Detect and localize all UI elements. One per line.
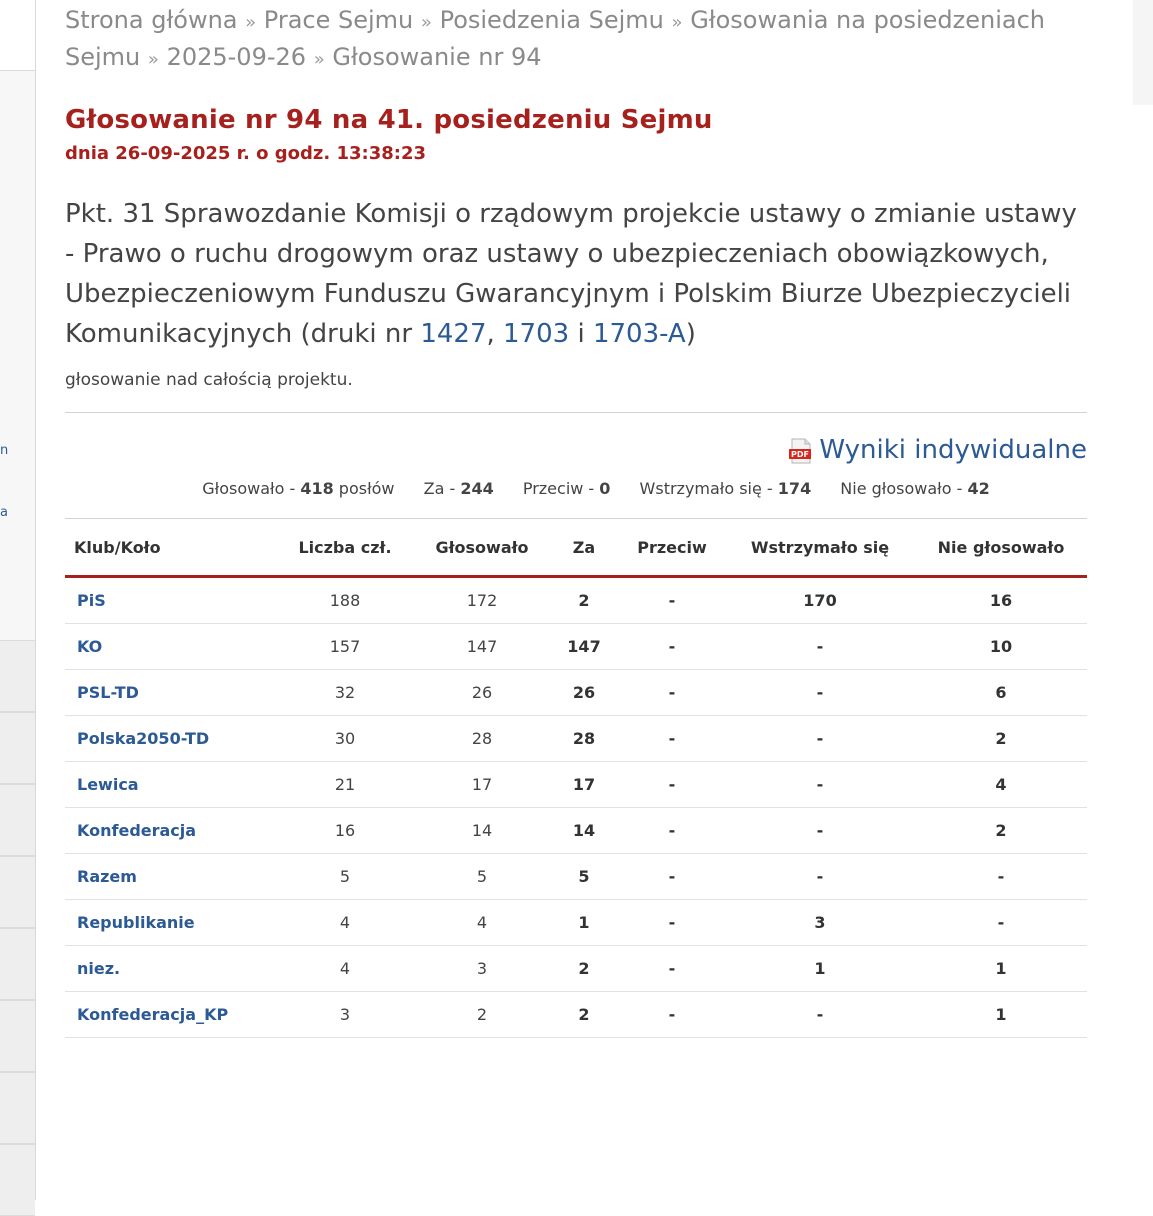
cell-absent: 1 bbox=[915, 992, 1087, 1038]
cell-abstain: - bbox=[725, 762, 915, 808]
summary-for-label: Za - bbox=[423, 479, 461, 498]
cell-for: 26 bbox=[549, 670, 619, 716]
cell-members: 4 bbox=[275, 946, 415, 992]
cell-abstain: - bbox=[725, 854, 915, 900]
table-row bbox=[65, 946, 1087, 992]
cell-club[interactable]: Konfederacja bbox=[65, 808, 275, 854]
summary-absent-value: 42 bbox=[967, 479, 990, 498]
pdf-icon bbox=[789, 438, 813, 464]
vote-note: głosowanie nad całością projektu. bbox=[65, 370, 353, 390]
description-text: Pkt. 31 Sprawozdanie Komisji o rządowym projekcie ustawy o zmianie ustawy - Prawo o ruchu drogowym oraz ustawy o ubezpieczeniach obowiązkowych, Ubezpieczeniowym Funduszu Gwarancyjnym i Polskim Biurze Ubezpieczycieli Komunikacyjnych (druki nr bbox=[65, 199, 1077, 349]
sidebar-item[interactable] bbox=[0, 1144, 35, 1216]
cell-voted: 28 bbox=[415, 716, 549, 762]
cell-abstain: - bbox=[725, 670, 915, 716]
cell-club[interactable]: niez. bbox=[65, 946, 275, 992]
cell-for: 28 bbox=[549, 716, 619, 762]
cell-against: - bbox=[619, 946, 725, 992]
col-header-for: Za bbox=[549, 519, 619, 578]
cell-against: - bbox=[619, 854, 725, 900]
cell-club[interactable]: Republikanie bbox=[65, 900, 275, 946]
cell-for: 2 bbox=[549, 992, 619, 1038]
cell-voted: 172 bbox=[415, 578, 549, 624]
sidebar-item[interactable] bbox=[0, 640, 35, 712]
cell-abstain: 1 bbox=[725, 946, 915, 992]
cell-voted: 26 bbox=[415, 670, 549, 716]
cell-abstain: 170 bbox=[725, 578, 915, 624]
table-row bbox=[65, 670, 1087, 716]
cell-members: 32 bbox=[275, 670, 415, 716]
cell-against: - bbox=[619, 670, 725, 716]
breadcrumb-item[interactable]: 2025-09-26 bbox=[166, 43, 307, 71]
summary-against-label: Przeciw - bbox=[522, 479, 600, 498]
cell-members: 21 bbox=[275, 762, 415, 808]
cell-against: - bbox=[619, 716, 725, 762]
table-row bbox=[65, 762, 1087, 808]
cell-against: - bbox=[619, 900, 725, 946]
breadcrumb bbox=[65, 3, 1087, 77]
breadcrumb-separator: » bbox=[147, 49, 159, 70]
breadcrumb-separator: » bbox=[313, 49, 325, 70]
table-row bbox=[65, 578, 1087, 624]
sidebar-fragment[interactable]: a bbox=[0, 505, 8, 520]
sidebar-item[interactable] bbox=[0, 712, 35, 784]
cell-club[interactable]: Polska2050-TD bbox=[65, 716, 275, 762]
cell-abstain: - bbox=[725, 992, 915, 1038]
sidebar-item[interactable] bbox=[0, 856, 35, 928]
col-header-voted: Głosowało bbox=[415, 519, 549, 578]
table-body bbox=[65, 578, 1087, 1038]
breadcrumb-separator: » bbox=[420, 12, 432, 33]
summary-against-value: 0 bbox=[599, 479, 611, 498]
cell-club[interactable]: Konfederacja_KP bbox=[65, 992, 275, 1038]
sidebar-fragment[interactable]: n bbox=[0, 443, 9, 458]
cell-abstain: - bbox=[725, 624, 915, 670]
cell-for: 147 bbox=[549, 624, 619, 670]
vote-description bbox=[65, 194, 1087, 354]
cell-for: 2 bbox=[549, 946, 619, 992]
divider bbox=[65, 412, 1087, 413]
cell-for: 17 bbox=[549, 762, 619, 808]
breadcrumb-item[interactable]: Posiedzenia Sejmu bbox=[439, 6, 664, 34]
sidebar-item[interactable] bbox=[0, 784, 35, 856]
cell-against: - bbox=[619, 624, 725, 670]
cell-absent: 6 bbox=[915, 670, 1087, 716]
cell-members: 157 bbox=[275, 624, 415, 670]
summary-abstain-label: Wstrzymało się - bbox=[639, 479, 778, 498]
summary-for-value: 244 bbox=[460, 479, 494, 498]
cell-absent: - bbox=[915, 900, 1087, 946]
cell-absent: 2 bbox=[915, 808, 1087, 854]
cell-voted: 4 bbox=[415, 900, 549, 946]
separator-text: , bbox=[486, 319, 504, 349]
summary-voted-value: 418 bbox=[300, 479, 334, 498]
col-header-abstain: Wstrzymało się bbox=[725, 519, 915, 578]
summary-voted-label: Głosowało - bbox=[202, 479, 301, 498]
cell-voted: 5 bbox=[415, 854, 549, 900]
col-header-members: Liczba czł. bbox=[275, 519, 415, 578]
left-sidebar bbox=[0, 0, 36, 1200]
breadcrumb-item[interactable]: Głosowania na posiedzeniach Sejmu bbox=[65, 6, 1046, 71]
sidebar-item[interactable] bbox=[0, 1072, 35, 1144]
cell-absent: 1 bbox=[915, 946, 1087, 992]
cell-absent: 10 bbox=[915, 624, 1087, 670]
cell-absent: 4 bbox=[915, 762, 1087, 808]
cell-members: 3 bbox=[275, 992, 415, 1038]
col-header-against: Przeciw bbox=[619, 519, 725, 578]
sidebar-item[interactable] bbox=[0, 1000, 35, 1072]
summary-absent-label: Nie głosowało - bbox=[840, 479, 968, 498]
cell-club[interactable]: PSL-TD bbox=[65, 670, 275, 716]
cell-members: 30 bbox=[275, 716, 415, 762]
cell-against: - bbox=[619, 578, 725, 624]
cell-against: - bbox=[619, 762, 725, 808]
cell-for: 2 bbox=[549, 578, 619, 624]
cell-for: 1 bbox=[549, 900, 619, 946]
summary-voted-suffix: posłów bbox=[333, 479, 395, 498]
cell-members: 16 bbox=[275, 808, 415, 854]
individual-results-label[interactable]: Wyniki indywidualne bbox=[819, 435, 1087, 465]
individual-results-link[interactable] bbox=[65, 435, 1087, 465]
cell-members: 188 bbox=[275, 578, 415, 624]
breadcrumb-separator: » bbox=[245, 12, 257, 33]
cell-voted: 3 bbox=[415, 946, 549, 992]
table-row bbox=[65, 716, 1087, 762]
summary-abstain-value: 174 bbox=[777, 479, 812, 498]
print-link-3[interactable]: 1703-A bbox=[592, 319, 686, 349]
cell-members: 5 bbox=[275, 854, 415, 900]
cell-club[interactable]: Razem bbox=[65, 854, 275, 900]
col-header-club: Klub/Koło bbox=[65, 519, 275, 578]
cell-club[interactable]: Lewica bbox=[65, 762, 275, 808]
table-row bbox=[65, 854, 1087, 900]
cell-abstain: - bbox=[725, 808, 915, 854]
cell-against: - bbox=[619, 992, 725, 1038]
print-link-1[interactable]: 1427 bbox=[420, 319, 487, 349]
vote-datetime: dnia 26-09-2025 r. o godz. 13:38:23 bbox=[65, 143, 426, 164]
page-title: Głosowanie nr 94 na 41. posiedzeniu Sejmu bbox=[65, 105, 713, 135]
separator-text: ) bbox=[685, 319, 696, 349]
cell-voted: 17 bbox=[415, 762, 549, 808]
cell-club[interactable]: KO bbox=[65, 624, 275, 670]
vote-summary bbox=[65, 479, 1087, 498]
separator-text: i bbox=[569, 319, 593, 349]
col-header-absent: Nie głosowało bbox=[915, 519, 1087, 578]
cell-voted: 14 bbox=[415, 808, 549, 854]
breadcrumb-separator: » bbox=[671, 12, 683, 33]
sidebar-item[interactable] bbox=[0, 928, 35, 1000]
main-content bbox=[65, 0, 1087, 1038]
table-row bbox=[65, 992, 1087, 1038]
print-link-2[interactable]: 1703 bbox=[503, 319, 570, 349]
club-results-table bbox=[65, 519, 1087, 1038]
cell-absent: - bbox=[915, 854, 1087, 900]
breadcrumb-item: Głosowanie nr 94 bbox=[332, 43, 542, 71]
cell-for: 14 bbox=[549, 808, 619, 854]
cell-against: - bbox=[619, 808, 725, 854]
svg-text:PDF: PDF bbox=[791, 449, 810, 459]
table-row bbox=[65, 808, 1087, 854]
table-row bbox=[65, 900, 1087, 946]
cell-absent: 16 bbox=[915, 578, 1087, 624]
table-header-row bbox=[65, 519, 1087, 578]
table-row bbox=[65, 624, 1087, 670]
cell-club[interactable]: PiS bbox=[65, 578, 275, 624]
cell-members: 4 bbox=[275, 900, 415, 946]
cell-voted: 2 bbox=[415, 992, 549, 1038]
cell-absent: 2 bbox=[915, 716, 1087, 762]
breadcrumb-item[interactable]: Prace Sejmu bbox=[263, 6, 414, 34]
breadcrumb-item[interactable]: Strona główna bbox=[65, 6, 238, 34]
sidebar-top bbox=[0, 0, 35, 71]
cell-voted: 147 bbox=[415, 624, 549, 670]
cell-for: 5 bbox=[549, 854, 619, 900]
cell-abstain: 3 bbox=[725, 900, 915, 946]
top-right-panel bbox=[1133, 0, 1153, 105]
cell-abstain: - bbox=[725, 716, 915, 762]
